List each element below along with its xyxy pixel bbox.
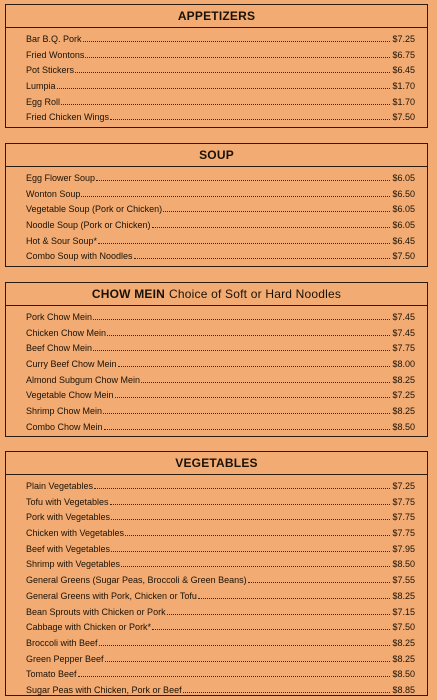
dot-leader [78,676,391,677]
dot-leader [141,382,390,383]
section-header [6,452,427,475]
menu-item [26,495,415,511]
item-name: Pot Stickers [26,65,75,76]
dot-leader [75,72,390,73]
item-price: $7.45 [392,312,415,322]
item-name: Broccoli with Beef [26,637,98,648]
dot-leader [248,582,391,583]
menu-item [26,542,415,558]
item-name: Tofu with Vegetables [26,496,109,507]
menu-item [26,479,415,495]
item-price: $7.50 [392,251,415,262]
menu-item [26,202,415,218]
item-name: Bar B.Q. Pork [26,34,82,44]
item-price: $7.25 [392,481,415,491]
item-price: $6.45 [392,235,415,246]
menu-item [26,341,415,357]
dot-leader [163,211,390,212]
dot-leader [167,614,391,615]
section-subtitle: Choice of Soft or Hard Noodles [169,287,342,301]
menu-item [26,557,415,573]
item-name: Almond Subgum Chow Mein [26,374,141,385]
item-price: $7.50 [392,112,415,123]
dot-leader [103,413,390,414]
dot-leader [110,119,390,120]
dot-leader [118,366,391,367]
item-name: Noodle Soup (Pork or Chicken) [26,220,151,231]
item-name: Fried Wontons [26,49,85,60]
dot-leader [57,88,391,89]
dot-leader [105,661,391,662]
item-name: Bean Sprouts with Chicken or Pork [26,606,166,617]
menu-item [26,234,415,250]
dot-leader [121,566,390,567]
dot-leader [94,488,390,489]
item-price: $6.50 [392,188,415,199]
dot-leader [152,629,390,630]
menu-item [26,218,415,234]
item-price: $7.75 [392,496,415,507]
item-name: Combo Soup with Noodles [26,251,133,262]
menu-item [26,510,415,526]
item-price: $8.00 [392,359,415,370]
item-price: $8.25 [392,406,415,417]
menu-items [6,167,427,265]
item-price: $6.45 [392,65,415,76]
item-price: $1.70 [392,96,415,107]
item-price: $8.85 [392,684,415,695]
menu-item [26,171,415,187]
menu-items [6,28,427,126]
item-name: Tomato Beef [26,669,77,680]
menu-item [26,589,415,605]
item-price: $8.25 [392,637,415,648]
item-price: $7.15 [392,606,415,617]
menu-item [26,110,415,126]
dot-leader [93,319,390,320]
item-name: Fried Chicken Wings [26,112,110,123]
dot-leader [111,519,390,520]
item-name: General Greens (Sugar Peas, Broccoli & Green Beans) [26,575,247,586]
item-name: Shrimp with Vegetables [26,559,121,570]
menu-item [26,388,415,404]
menu-items [6,306,427,436]
item-name: Hot & Sour Soup* [26,235,98,246]
menu-item [26,605,415,621]
menu-item [26,95,415,111]
menu-item [26,48,415,64]
section-title: SOUP [199,148,234,162]
item-name: Beef with Vegetables [26,543,111,554]
menu-item [26,357,415,373]
dot-leader [107,335,390,336]
dot-leader [81,196,390,197]
item-price: $8.25 [392,374,415,385]
item-price: $1.70 [392,81,415,92]
dot-leader [125,535,390,536]
item-price: $7.95 [392,543,415,554]
item-price: $7.75 [392,528,415,539]
item-price: $6.05 [392,204,415,215]
menu-item [26,32,415,48]
item-name: Pork with Vegetables [26,512,111,523]
vegetables-section [5,451,428,696]
dot-leader [83,41,391,42]
section-title: VEGETABLES [175,456,258,470]
item-name: Egg Roll [26,96,61,107]
section-title: CHOW MEIN [91,287,166,301]
item-name: Cabbage with Chicken or Pork* [26,622,152,633]
item-price: $8.25 [392,590,415,601]
item-name: Pork Chow Mein [26,312,93,322]
item-price: $7.75 [392,343,415,354]
item-price: $7.25 [392,34,415,44]
item-name: Egg Flower Soup [26,173,96,183]
item-price: $7.50 [392,622,415,633]
dot-leader [152,227,391,228]
menu-item [26,310,415,326]
section-title: APPETIZERS [177,9,256,23]
dot-leader [198,598,391,599]
item-price: $6.05 [392,220,415,231]
dot-leader [99,645,391,646]
item-name: Chicken with Vegetables [26,528,125,539]
menu-item [26,420,415,436]
menu-item [26,326,415,342]
item-price: $8.50 [392,421,415,432]
menu-items [6,475,427,699]
item-price: $6.05 [392,173,415,183]
dot-leader [98,243,390,244]
section-header [6,144,427,167]
menu-item [26,652,415,668]
item-name: Vegetable Chow Mein [26,390,114,401]
appetizers-section [5,4,428,128]
menu-item [26,373,415,389]
menu-item [26,63,415,79]
item-name: Sugar Peas with Chicken, Pork or Beef [26,684,182,695]
menu-item [26,526,415,542]
menu-item [26,187,415,203]
dot-leader [134,258,391,259]
menu-item [26,404,415,420]
dot-leader [115,397,391,398]
item-price: $7.55 [392,575,415,586]
soup-section [5,143,428,267]
menu-item [26,79,415,95]
item-price: $6.75 [392,49,415,60]
item-name: Combo Chow Mein [26,421,103,432]
dot-leader [110,504,391,505]
item-name: Plain Vegetables [26,481,94,491]
item-price: $7.25 [392,390,415,401]
item-name: Green Pepper Beef [26,653,104,664]
section-header [6,283,427,306]
item-name: Beef Chow Mein [26,343,93,354]
dot-leader [61,104,390,105]
item-name: Vegetable Soup (Pork or Chicken) [26,204,163,215]
dot-leader [183,692,391,693]
menu-item [26,667,415,683]
menu-item [26,683,415,699]
item-name: General Greens with Pork, Chicken or Tofu [26,590,197,601]
item-name: Curry Beef Chow Mein [26,359,117,370]
menu-item [26,573,415,589]
dot-leader [85,57,390,58]
item-name: Wonton Soup [26,188,81,199]
menu-item [26,249,415,265]
menu-item [26,620,415,636]
item-price: $8.50 [392,669,415,680]
item-name: Shrimp Chow Mein [26,406,103,417]
item-name: Lumpia [26,81,56,92]
dot-leader [96,180,390,181]
item-price: $7.75 [392,512,415,523]
menu-item [26,636,415,652]
item-price: $7.45 [392,327,415,338]
item-price: $8.25 [392,653,415,664]
section-header [6,5,427,28]
dot-leader [111,551,390,552]
dot-leader [104,429,391,430]
dot-leader [93,350,390,351]
item-name: Chicken Chow Mein [26,327,107,338]
chow-mein-section [5,282,428,437]
item-price: $8.50 [392,559,415,570]
